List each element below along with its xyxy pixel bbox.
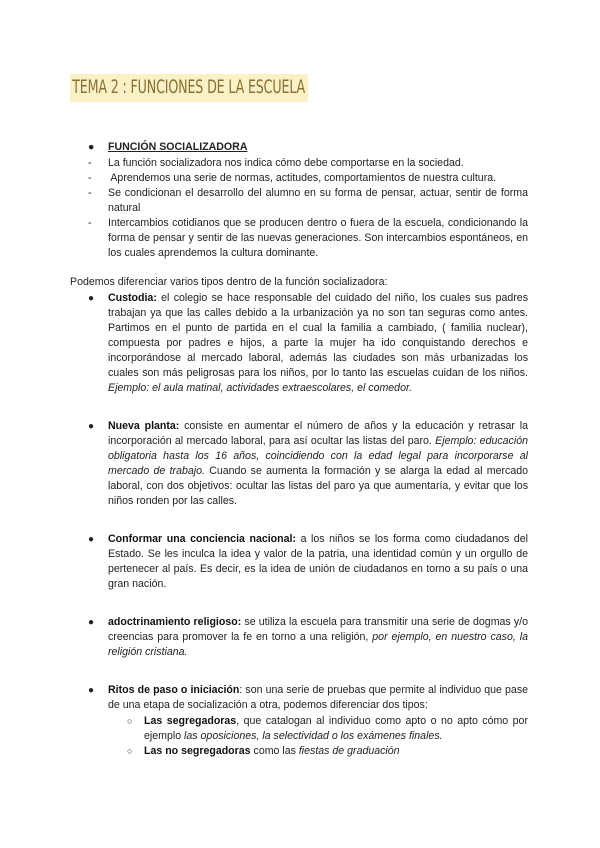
- types-list: [88, 291, 528, 759]
- sub-item-segregadoras: [108, 714, 528, 744]
- sub-text: como las: [250, 745, 299, 757]
- dash-icon: -: [88, 217, 92, 229]
- type-text: se utiliza la escuela para transmitir una serie de dogmas y/o creencias para promover la fe en torno a una religión,: [108, 616, 528, 643]
- section-heading-text: FUNCIÓN SOCIALIZADORA: [108, 141, 248, 153]
- type-item-ritos: [88, 683, 528, 759]
- intro-paragraph: Podemos diferenciar varios tipos dentro de la función socializadora:: [70, 276, 388, 288]
- sub-text: , que catalogan al individuo como apto o no apto cómo por ejemplo: [144, 715, 528, 742]
- bullet-icon: ●: [88, 141, 95, 153]
- type-text: consiste en aumentar el número de años y la educación y retrasar la incorporación al mercado laboral, para así ocultar las listas del paro.: [108, 420, 528, 447]
- circle-bullet-icon: ○: [127, 746, 133, 756]
- list-item-text: Aprendemos una serie de normas, actitudes, comportamientos de nuestra cultura.: [108, 172, 497, 184]
- circle-bullet-icon: ○: [127, 716, 133, 726]
- type-text: : son una serie de pruebas que permite al individuo que pase de una etapa de socialización a otra, podemos diferenciar dos tipos:: [108, 684, 529, 711]
- bullet-icon: ●: [88, 534, 95, 545]
- title-highlight: [70, 74, 392, 102]
- bullet-icon: ●: [88, 685, 95, 696]
- dash-list: [88, 156, 528, 261]
- type-term: Custodia:: [108, 292, 157, 304]
- dash-icon: -: [88, 157, 92, 169]
- dash-icon: -: [88, 172, 92, 184]
- type-term: Nueva planta:: [108, 420, 180, 432]
- document-body: [70, 140, 529, 759]
- sub-term: Las segregadoras: [144, 715, 237, 727]
- type-term: adoctrinamiento religioso:: [108, 616, 242, 628]
- list-item-text: Intercambios cotidianos que se producen dentro o fuera de la escuela, condicionando la forma de pensar y sentir de las nuevas generaciones. Son intercambios espontáneos, en los cuales aprendemos la cultura dominante.: [108, 217, 528, 259]
- bullet-icon: ●: [88, 421, 95, 432]
- sub-example: las oposiciones, la selectividad o los exámenes finales.: [184, 730, 443, 742]
- type-text: el colegio se hace responsable del cuidado del niño, los cuales sus padres trabajan ya que las calles debido a la urbanización ya no son tan seguras como antes. Partimos en el punto de partida en el cual la familia a cambiado, ( familia nuclear), compuesta por padres e hijos, a parte la mujer ha ido conquistando derechos e incorporándose al mercado laboral, además las ciudades son más urbanizadas los cuales son más peligrosas para los niños, por lo tanto las escuelas cuidan de los niños.: [108, 292, 528, 379]
- section-heading: [88, 140, 528, 155]
- type-item-adoctrinamiento: [88, 615, 528, 660]
- page-title: TEMA 2 : FUNCIONES DE LA ESCUELA: [70, 74, 308, 102]
- list-item: [88, 171, 528, 186]
- list-item: [88, 186, 528, 216]
- type-term: Ritos de paso o iniciación: [108, 684, 240, 696]
- type-text-continued: Cuando se aumenta la formación y se alarga la edad al mercado laboral, con dos objetivos: ocultar las listas del paro ya que aumentaría, y evitar que los niños ronden por las calles.: [108, 465, 528, 507]
- bullet-icon: ●: [88, 617, 95, 628]
- type-example: Ejemplo: el aula matinal, actividades extraescolares, el comedor.: [108, 382, 413, 394]
- type-example: por ejemplo, en nuestro caso, la religión cristiana.: [108, 631, 528, 658]
- list-item-text: La función socializadora nos indica cómo debe comportarse en la sociedad.: [108, 157, 464, 169]
- type-item-conciencia-nacional: [88, 532, 528, 592]
- bullet-icon: ●: [88, 293, 95, 304]
- list-item-text: Se condicionan el desarrollo del alumno en su forma de pensar, actuar, sentir de forma natural: [108, 187, 528, 214]
- dash-icon: -: [88, 187, 92, 199]
- sub-item-no-segregadoras: [108, 744, 528, 759]
- type-item-nueva-planta: [88, 419, 528, 509]
- sub-example: fiestas de graduación: [298, 745, 400, 757]
- type-term: Conformar una conciencia nacional:: [108, 533, 296, 545]
- list-item: [88, 156, 528, 171]
- type-text: a los niños se los forma como ciudadanos del Estado. Se les inculca la idea y valor de la patria, una identidad común y un orgullo de pertenecer al país. Es decir, es la idea de unión de ciudadanos en torno a su país o una gran nación.: [108, 533, 528, 590]
- sub-list: [108, 714, 528, 759]
- type-example: Ejemplo: educación obligatoria hasta los 16 años, coincidiendo con la edad legal para incorporarse al mercado de trabajo.: [108, 435, 528, 477]
- type-item-custodia: [88, 291, 528, 396]
- list-item: [88, 216, 528, 261]
- sub-term: Las no segregadoras: [144, 745, 251, 757]
